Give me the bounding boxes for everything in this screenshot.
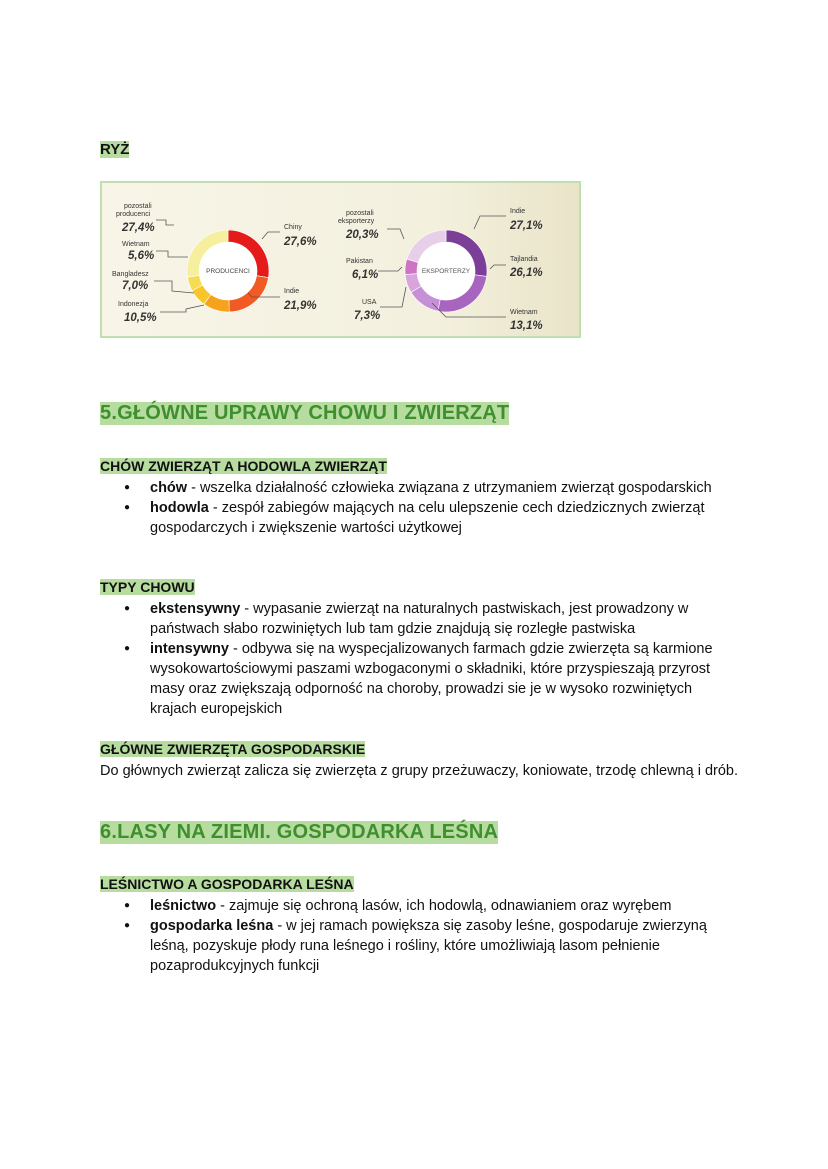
list-item	[100, 916, 720, 976]
exporters-others-label-1: pozostali	[346, 210, 374, 217]
exporters-others-value: 20,3%	[346, 229, 379, 241]
term: leśnictwo	[150, 898, 217, 914]
term: hodowla	[150, 500, 209, 516]
producers-vietnam-value: 5,6%	[128, 250, 155, 262]
producers-bangladesh-label: Bangladesz	[112, 271, 149, 278]
rice-title: RYŻ	[100, 141, 130, 158]
term: ekstensywny	[150, 601, 241, 617]
producers-vietnam-label: Wietnam	[122, 241, 150, 248]
term: gospodarka leśna	[150, 918, 274, 934]
exporters-india-label: Indie	[510, 208, 526, 215]
exporters-thailand-value: 26,1%	[510, 267, 543, 279]
list-item	[100, 599, 720, 639]
section5-sub3-title: GŁÓWNE ZWIERZĘTA GOSPODARSKIE	[100, 741, 366, 757]
producers-center-label: PRODUCENCI	[206, 268, 250, 275]
exporters-usa-value: 7,3%	[354, 310, 381, 322]
definition: - zajmuje się ochroną lasów, ich hodowlą, odnawianiem oraz wyrębem	[216, 898, 672, 914]
exporters-thailand-label: Tajlandia	[510, 256, 538, 263]
term: intensywny	[150, 641, 229, 657]
producers-china-value: 27,6%	[284, 236, 317, 248]
rice-charts-svg	[102, 183, 579, 336]
section5-sub1-list	[100, 478, 720, 538]
section5-sub2-title: TYPY CHOWU	[100, 579, 195, 595]
section5-sub3-text: Do głównych zwierząt zalicza się zwierzęta z grupy przeżuwaczy, koniowate, trzodę chlewną i drób.	[100, 763, 739, 779]
exporters-vietnam-value: 13,1%	[510, 320, 543, 332]
producers-bangladesh-value: 7,0%	[122, 280, 149, 292]
list-item	[100, 639, 720, 719]
list-item	[100, 498, 720, 538]
exporters-usa-label: USA	[362, 299, 377, 306]
producers-others-label-1: pozostali	[124, 203, 152, 210]
exporters-pakistan-value: 6,1%	[352, 269, 379, 281]
producers-indonesia-label: Indonezja	[118, 301, 149, 308]
exporters-pakistan-label: Pakistan	[346, 258, 373, 265]
definition: - odbywa się na wyspecjalizowanych farmach gdzie zwierzęta są karmione wysokowartościowymi paszami wzbogaconymi o składniki, które przyspieszają przyrost masy oraz zwiększają odporność na choroby, prowadzi sie je w wysoko rozwiniętych krajach europejskich	[150, 641, 713, 717]
definition: - wypasanie zwierząt na naturalnych pastwiskach, jest prowadzony w państwach słabo rozwiniętych lub tam gdzie znajdują się rozległe pastwiska	[150, 601, 689, 637]
exporters-others-label-2: eksporterzy	[338, 218, 375, 225]
producers-others-value: 27,4%	[122, 222, 155, 234]
section5-sub1-title: CHÓW ZWIERZĄT A HODOWLA ZWIERZĄT	[100, 458, 387, 474]
producers-china-label: Chiny	[284, 224, 302, 231]
producers-indonesia-value: 10,5%	[124, 312, 157, 324]
producers-india-value: 21,9%	[284, 300, 317, 312]
producers-india-label: Indie	[284, 288, 300, 295]
section6-sub1-list	[100, 896, 720, 976]
exporters-india-value: 27,1%	[510, 220, 543, 232]
term: chów	[150, 480, 188, 496]
definition: - wszelka działalność człowieka związana z utrzymaniem zwierząt gospodarskich	[187, 480, 712, 496]
producers-others-label-2: producenci	[116, 211, 151, 218]
list-item	[100, 478, 720, 498]
list-item	[100, 896, 720, 916]
section5-sub2-list	[100, 599, 720, 719]
exporters-center-label: EKSPORTERZY	[421, 268, 471, 275]
section6-sub1-title: LEŚNICTWO A GOSPODARKA LEŚNA	[100, 876, 354, 892]
section6-title: 6.LASY NA ZIEMI. GOSPODARKA LEŚNA	[100, 821, 499, 843]
exporters-vietnam-label: Wietnam	[510, 309, 538, 316]
definition: - w jej ramach powiększa się zasoby leśne, gospodaruje zwierzyną leśną, pozyskuje płody runa leśnego i rośliny, które umożliwiają lasom pełnienie pozaprodukcyjnych funkcji	[150, 918, 707, 974]
rice-figure	[100, 181, 581, 338]
section5-title: 5.GŁÓWNE UPRAWY CHOWU I ZWIERZĄT	[100, 402, 510, 424]
definition: - zespół zabiegów mających na celu ulepszenie cech dziedzicznych zwierząt gospodarczych i zwiększenie wartości użytkowej	[150, 500, 705, 536]
